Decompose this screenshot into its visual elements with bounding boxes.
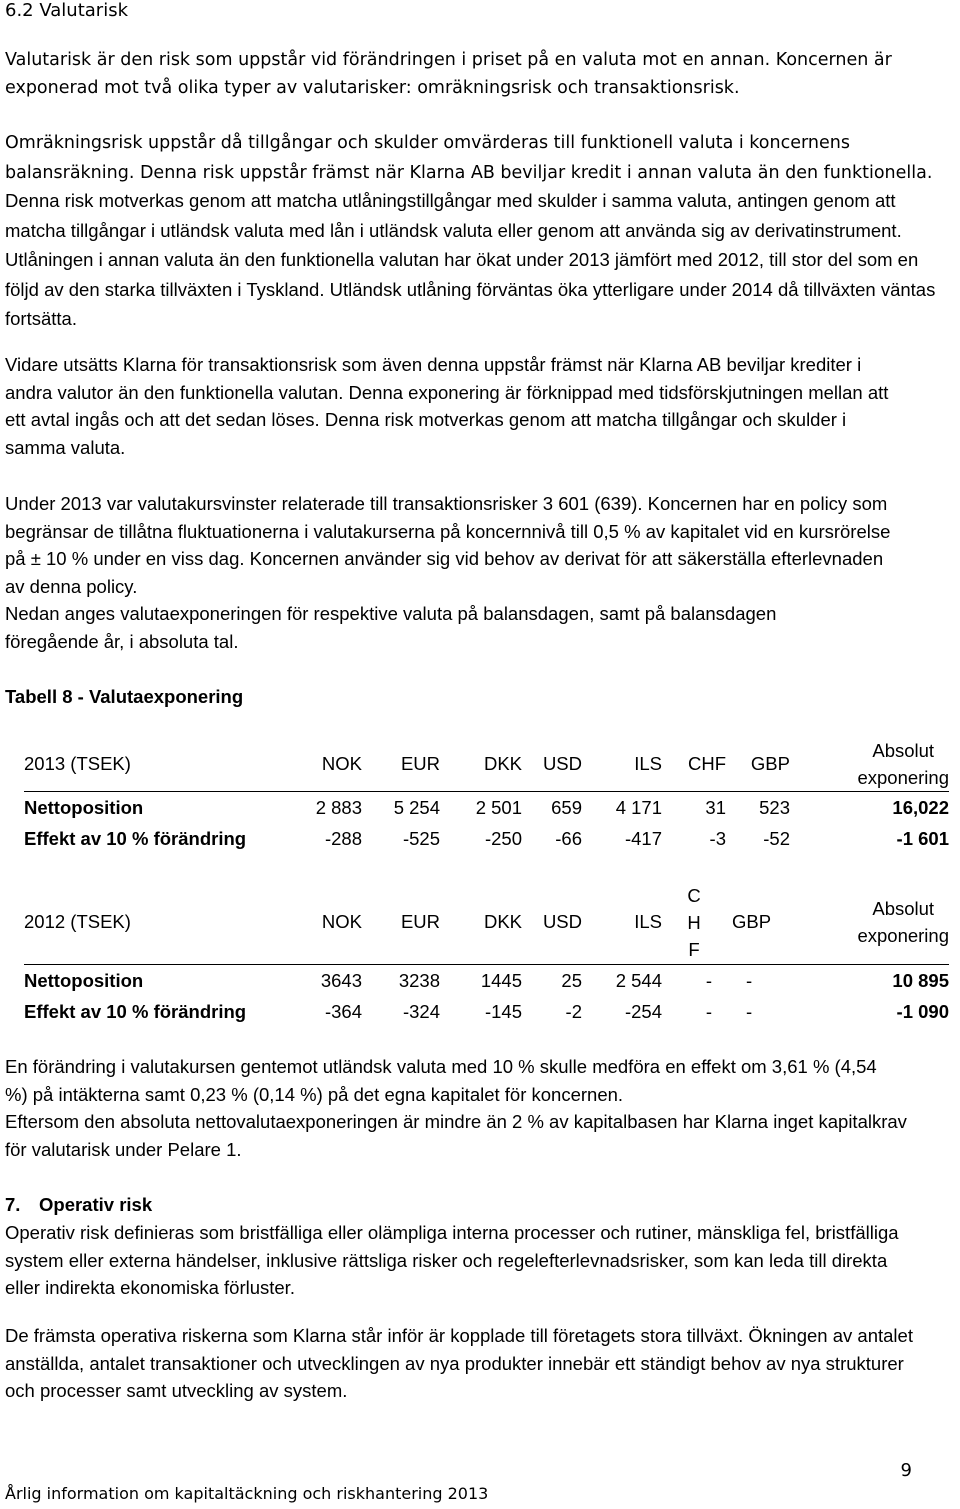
table-cell: -364 [324, 1000, 362, 1022]
table-cell: 16,022 [892, 796, 949, 818]
table-cell: 2 501 [475, 796, 522, 818]
page-number: 9 [900, 1460, 912, 1481]
table-2012-header-chf-stack [687, 882, 700, 963]
table-2012-header-absolute [790, 880, 949, 965]
table-cell: -52 [763, 827, 790, 849]
table-cell: 523 [759, 796, 790, 818]
table-cell: - [746, 969, 753, 991]
table-cell: - [705, 1000, 712, 1022]
table-cell: -254 [624, 1000, 662, 1022]
table-2013-header-absolute-line1: Absolut [872, 740, 935, 761]
paragraph-translation-risk [5, 130, 940, 335]
table-2012-header-dkk: DKK [440, 880, 522, 965]
table-2013-header-ils: ILS [582, 737, 662, 792]
exposure-table-2012 [24, 880, 949, 1027]
table-2012-header-absolute-line2: exponering [857, 925, 949, 946]
page-footer: Årlig information om kapitaltäckning och riskhantering 2013 [5, 1484, 489, 1503]
paragraph-capital-requirement: Eftersom den absoluta nettovalutaexponeringen är mindre än 2 % av kapitalbasen har Klarna inget kapitalkrav för valutarisk under Pelare 1. [5, 1111, 907, 1160]
table-cell: -1 090 [896, 1000, 949, 1022]
table-cell: -3 [709, 827, 726, 849]
table-cell: -2 [565, 1000, 582, 1022]
table-cell: 1445 [480, 969, 522, 991]
table-2012-header-chf-h: H [687, 911, 701, 933]
table-cell: Effekt av 10 % förändring [24, 827, 247, 849]
table-cell: 31 [705, 796, 726, 818]
table-cell: 25 [561, 969, 582, 991]
table-cell: -66 [555, 827, 582, 849]
paragraph-translation-risk-b: Denna risk motverkas genom att matcha utlåningstillgångar med skulder i samma valuta, antingen genom att matcha tillgångar i utländsk valuta med lån i utländsk valuta eller genom att använda sig av derivatinstrument. Utlåningen i annan valuta än den funktionella valutan har ökat under 2013 jämfört med 2012, till stor del som en följd av den starka tillväxten i Tyskland. Utländsk utlåning förväntas öka ytterligare under 2014 då tillväxten väntas fortsätta. [5, 190, 936, 329]
table-2013-header-eur: EUR [362, 737, 440, 792]
section-7-number: 7. [5, 1194, 21, 1215]
table-cell: 5 254 [393, 796, 440, 818]
table-2012-header-chf [662, 880, 726, 965]
table-cell: -288 [324, 827, 362, 849]
table-2013-header-gbp: GBP [726, 737, 790, 792]
table-row [24, 965, 949, 997]
paragraph-exposure-intro: Nedan anges valutaexponeringen för respektive valuta på balansdagen, samt på balansdagen föregående år, i absoluta tal. [5, 603, 777, 652]
table-cell: -417 [624, 827, 662, 849]
table-cell: Effekt av 10 % förändring [24, 1000, 247, 1022]
table-cell: -324 [402, 1000, 440, 1022]
table-2012-header-gbp: GBP [726, 880, 790, 965]
table-cell: Nettoposition [24, 796, 144, 818]
paragraph-operational-risk-definition: Operativ risk definieras som bristfälliga eller olämpliga interna processer och rutiner, mänskliga fel, bristfälliga system eller externa händelser, inklusive rättsliga risker och regelefterlevnadsrisker, som kan leda till direkta eller indirekta ekonomiska förluster. [5, 1222, 899, 1298]
table-cell: -525 [402, 827, 440, 849]
section-7-heading [5, 1191, 955, 1219]
table-title: Tabell 8 - Valutaexponering [5, 686, 244, 707]
table-cell: 2 544 [615, 969, 662, 991]
paragraph-transaction-risk: Vidare utsätts Klarna för transaktionsrisk som även denna uppstår främst när Klarna AB beviljar krediter i andra valutor än den funktionella valutan. Denna exponering är förknippad med tidsförskjutningen mellan att ett avtal ingås och att det sedan löses. Denna risk motverkas genom att matcha tillgångar och skulder i samma valuta. [5, 354, 889, 458]
table-row [24, 823, 949, 854]
paragraph-intro: Valutarisk är den risk som uppstår vid förändringen i priset på en valuta mot en annan. Koncernen är exponerad mot två olika typer av valutarisker: omräkningsrisk och transaktionsrisk. [5, 50, 892, 98]
table-2013-header-nok: NOK [264, 737, 362, 792]
exposure-table-2013 [24, 737, 949, 854]
table-cell: -145 [484, 1000, 522, 1022]
table-cell: 4 171 [615, 796, 662, 818]
table-row [24, 792, 949, 824]
table-cell: 2 883 [315, 796, 362, 818]
table-2012-header-usd: USD [522, 880, 582, 965]
table-2013-header [24, 737, 949, 792]
table-2012-header-label: 2012 (TSEK) [24, 880, 264, 965]
table-2013-header-absolute-stack [857, 737, 949, 791]
table-cell: Nettoposition [24, 969, 144, 991]
table-cell: - [746, 1000, 753, 1022]
table-2012-header-absolute-stack [857, 895, 949, 949]
table-cell: -250 [484, 827, 522, 849]
table-2013-header-absolute-line2: exponering [857, 767, 949, 788]
table-2012-header-nok: NOK [264, 880, 362, 965]
table-2012-header-absolute-line1: Absolut [872, 898, 935, 919]
table-cell: 3643 [320, 969, 362, 991]
table-2013-header-label: 2013 (TSEK) [24, 737, 264, 792]
table-2012-header [24, 880, 949, 965]
table-2013-header-dkk: DKK [440, 737, 522, 792]
table-2013-header-usd: USD [522, 737, 582, 792]
table-2012-header-chf-f: F [688, 938, 700, 960]
table-row [24, 996, 949, 1027]
paragraph-translation-risk-a: Omräkningsrisk uppstår då tillgångar och skulder omvärderas till funktionell valuta i koncernens balansräkning. Denna risk uppstår främst när Klarna AB beviljar kredit i annan valuta än den funktionella. [5, 133, 933, 183]
table-cell: 3238 [398, 969, 440, 991]
table-cell: 10 895 [892, 969, 949, 991]
table-2012-header-chf-c: C [687, 884, 701, 906]
table-2012-header-ils: ILS [582, 880, 662, 965]
table-2012-header-eur: EUR [362, 880, 440, 965]
paragraph-fx-gains: Under 2013 var valutakursvinster relaterade till transaktionsrisker 3 601 (639). Koncernen har en policy som begränsar de tillåtna fluktuationerna i valutakurserna på koncernnivå till 0,5 % av kapitalet vid en kursrörelse på ± 10 % under en viss dag. Koncernen använder sig vid behov av derivat för att säkerställa efterlevnaden av denna policy. [5, 493, 891, 597]
paragraph-sensitivity: En förändring i valutakursen gentemot utländsk valuta med 10 % skulle medföra en effekt om 3,61 % (4,54 %) på intäkterna samt 0,23 % (0,14 %) på det egna kapitalet för koncernen. [5, 1056, 877, 1105]
section-title: 6.2 Valutarisk [5, 0, 128, 21]
table-cell: - [705, 969, 712, 991]
paragraph-operational-risk-main: De främsta operativa riskerna som Klarna står inför är kopplade till företagets stora tillväxt. Ökningen av antalet anställda, antalet transaktioner och utvecklingen av nya produkter innebär ett ständigt behov av nya strukturer och processer samt utveckling av system. [5, 1325, 913, 1401]
table-cell: 659 [551, 796, 582, 818]
table-2013-header-absolute [790, 737, 949, 792]
section-7-title: Operativ risk [39, 1194, 153, 1215]
table-cell: -1 601 [896, 827, 949, 849]
table-2013-header-chf: CHF [662, 737, 726, 792]
